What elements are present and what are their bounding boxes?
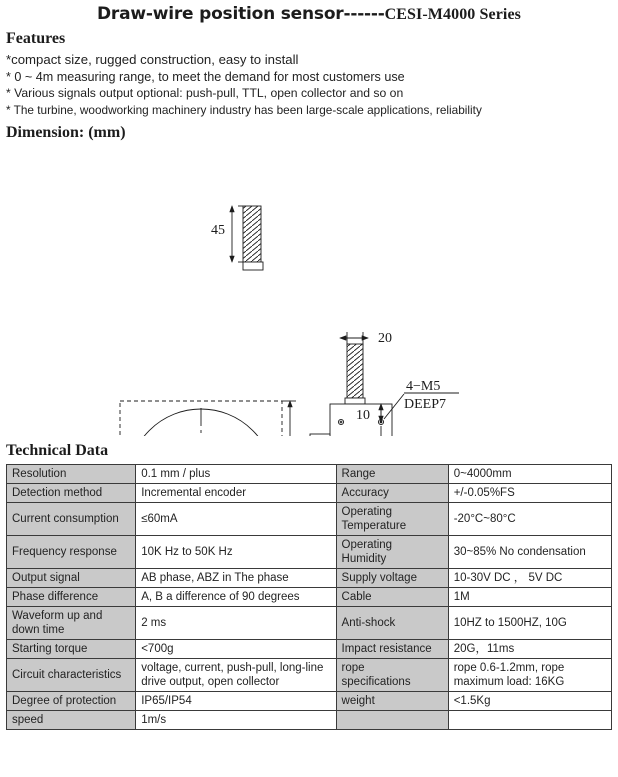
label-rope-length: 45 xyxy=(211,223,225,238)
table-row xyxy=(7,465,612,484)
table-row xyxy=(7,711,612,730)
feature-item: *compact size, rugged construction, easy to install xyxy=(6,52,299,67)
spec-value-left: 1m/s xyxy=(136,711,336,730)
spec-label-left: Output signal xyxy=(7,569,136,588)
feature-item: * Various signals output optional: push-pull, TTL, open collector and so on xyxy=(6,86,404,100)
spec-label-left: Phase difference xyxy=(7,588,136,607)
spec-value-left: IP65/IP54 xyxy=(136,692,336,711)
spec-label-right: rope specifications xyxy=(336,659,448,692)
spec-label-left: speed xyxy=(7,711,136,730)
spec-value-right: 10HZ to 1500HZ, 10G xyxy=(448,607,611,640)
table-row xyxy=(7,503,612,536)
spec-value-left: Incremental encoder xyxy=(136,484,336,503)
spec-label-left: Degree of protection xyxy=(7,692,136,711)
spec-label-left: Starting torque xyxy=(7,640,136,659)
spec-value-left: 10K Hz to 50K Hz xyxy=(136,536,336,569)
table-row xyxy=(7,692,612,711)
spec-value-right: +/-0.05%FS xyxy=(448,484,611,503)
spec-label-right: weight xyxy=(336,692,448,711)
page-title-main: Draw-wire position sensor------ xyxy=(97,4,385,24)
features-list xyxy=(6,52,618,118)
technical-data-heading: Technical Data xyxy=(6,442,109,459)
table-row xyxy=(7,659,612,692)
spec-value-left: AB phase, ABZ in The phase xyxy=(136,569,336,588)
dimension-drawing xyxy=(0,146,618,436)
spec-label-right: Range xyxy=(336,465,448,484)
spec-label-left: Waveform up and down time xyxy=(7,607,136,640)
technical-data-table-wrap xyxy=(6,464,612,730)
spec-label-left: Current consumption xyxy=(7,503,136,536)
spec-label-left: Frequency response xyxy=(7,536,136,569)
dimension-drawing-svg xyxy=(0,146,618,436)
dimension-heading: Dimension: (mm) xyxy=(6,124,126,141)
spec-value-left: ≤60mA xyxy=(136,503,336,536)
spec-label-right: Operating Temperature xyxy=(336,503,448,536)
spec-value-right: 1M xyxy=(448,588,611,607)
spec-value-right: 0~4000mm xyxy=(448,465,611,484)
table-row xyxy=(7,640,612,659)
spec-label-right: Anti-shock xyxy=(336,607,448,640)
spec-label-right: Accuracy xyxy=(336,484,448,503)
spec-label-right xyxy=(336,711,448,730)
table-row xyxy=(7,536,612,569)
spec-value-right: 10-30V DC ， 5V DC xyxy=(448,569,611,588)
spec-label-left: Resolution xyxy=(7,465,136,484)
spec-value-right: <1.5Kg xyxy=(448,692,611,711)
feature-item: * 0 ~ 4m measuring range, to meet the demand for most customers use xyxy=(6,69,405,84)
features-heading: Features xyxy=(6,30,66,47)
spec-value-right xyxy=(448,711,611,730)
label-thread-note-bottom: DEEP7 xyxy=(404,397,446,412)
label-rope-width: 20 xyxy=(378,331,392,346)
page-title-series: CESI-M4000 Series xyxy=(384,6,521,23)
spec-value-right: rope 0.6-1.2mm, rope maximum load: 16KG xyxy=(448,659,611,692)
table-row xyxy=(7,569,612,588)
spec-value-right: 20G，11ms xyxy=(448,640,611,659)
spec-label-right: Impact resistance xyxy=(336,640,448,659)
spec-label-right: Cable xyxy=(336,588,448,607)
spec-value-right: 30~85% No condensation xyxy=(448,536,611,569)
spec-value-left: 2 ms xyxy=(136,607,336,640)
spec-label-left: Circuit characteristics xyxy=(7,659,136,692)
table-row xyxy=(7,607,612,640)
page-title xyxy=(0,0,618,24)
technical-data-table xyxy=(6,464,612,730)
feature-item: * The turbine, woodworking machinery industry has been large-scale applications, reliability xyxy=(6,102,482,117)
technical-data-body xyxy=(7,465,612,730)
spec-label-left: Detection method xyxy=(7,484,136,503)
spec-label-right: Operating Humidity xyxy=(336,536,448,569)
spec-value-right: -20°C~80°C xyxy=(448,503,611,536)
spec-label-right: Supply voltage xyxy=(336,569,448,588)
spec-value-left: voltage, current, push-pull, long-line drive output, open collector xyxy=(136,659,336,692)
spec-value-left: 0.1 mm / plus xyxy=(136,465,336,484)
spec-value-left: A, B a difference of 90 degrees xyxy=(136,588,336,607)
label-hole-top-offset: 10 xyxy=(356,408,370,423)
spec-value-left: <700g xyxy=(136,640,336,659)
label-thread-note-top: 4−M5 xyxy=(406,379,441,394)
table-row xyxy=(7,588,612,607)
table-row xyxy=(7,484,612,503)
